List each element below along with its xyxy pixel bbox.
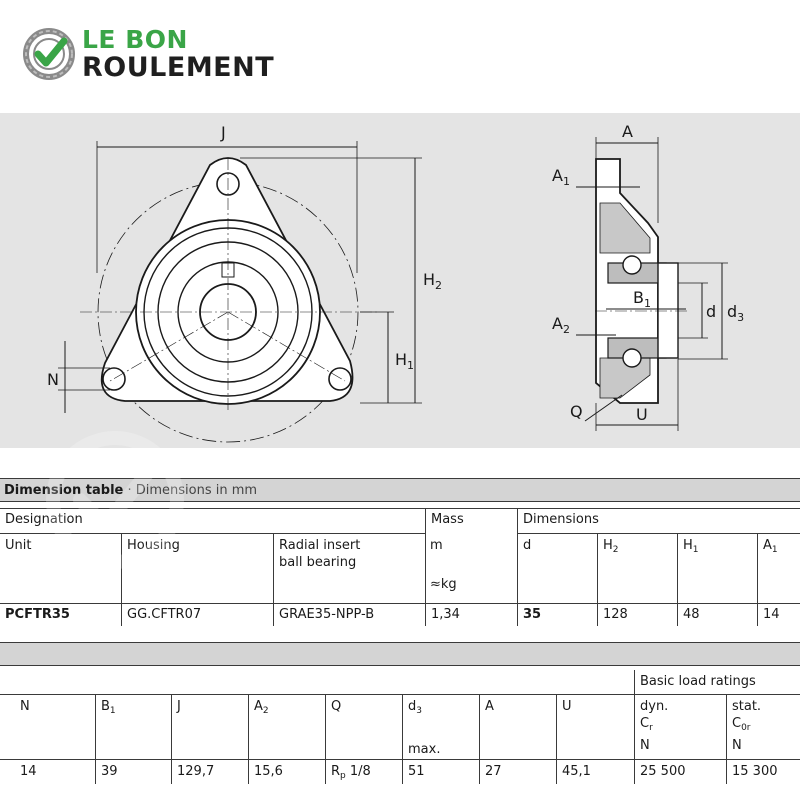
col-A: A xyxy=(479,695,556,759)
col-B1: $B_1$ xyxy=(95,695,171,759)
col-A1: $A_1$ xyxy=(757,534,800,603)
row-mass: 1,34 xyxy=(425,603,517,626)
col-N: N xyxy=(20,699,30,714)
group-load-ratings: Basic load ratings xyxy=(634,670,800,694)
table-title: Dimension table xyxy=(4,483,124,498)
label-d3: $d_3$ xyxy=(727,302,745,324)
col-H2: $H_2$ xyxy=(597,534,677,603)
col-Q: Q xyxy=(325,695,402,759)
row-H1: 48 xyxy=(677,603,757,626)
row-A: 27 xyxy=(479,760,556,784)
col-A2: $A_2$ xyxy=(248,695,325,759)
row-U: 45,1 xyxy=(556,760,634,784)
drawing-svg xyxy=(0,113,800,448)
row-unit: PCFTR35 xyxy=(5,607,70,622)
label-N: N xyxy=(47,370,59,389)
brand-logo[interactable] xyxy=(22,27,274,81)
group-dimensions: Dimensions xyxy=(517,508,800,533)
row-d3: 51 xyxy=(402,760,479,784)
col-H1: $H_1$ xyxy=(677,534,757,603)
row-C0r: 15 300 xyxy=(726,760,800,784)
table-title-bar xyxy=(0,478,800,502)
row-insert: GRAE35-NPP-B xyxy=(273,603,425,626)
label-J: J xyxy=(221,123,226,142)
row-B1: 39 xyxy=(95,760,171,784)
col-d3: $d_3$ max. xyxy=(402,695,479,759)
label-A1: $A_1$ xyxy=(552,166,570,188)
row-N: 14 xyxy=(20,764,37,779)
col-stat: stat. $C_{0r}$ N xyxy=(726,695,800,759)
dimension-table xyxy=(0,478,800,626)
row-J: 129,7 xyxy=(171,760,248,784)
col-d: d xyxy=(517,534,597,603)
label-U: U xyxy=(636,405,648,424)
table-subtitle: · Dimensions in mm xyxy=(123,483,258,498)
label-H2: $H_2$ xyxy=(423,270,443,292)
bearing-check-icon xyxy=(22,27,76,81)
col-dyn: dyn. $C_r$ N xyxy=(634,695,726,759)
label-H1: $H_1$ xyxy=(395,350,415,372)
col-housing: Housing xyxy=(121,534,273,603)
col-J: J xyxy=(171,695,248,759)
group-mass: Mass xyxy=(425,508,517,603)
col-mass: m ≈kg xyxy=(430,538,457,592)
row-A1: 14 xyxy=(757,603,800,626)
side-section-view xyxy=(576,137,728,431)
row-d: 35 xyxy=(517,603,597,626)
group-designation: Designation xyxy=(5,512,83,527)
label-B1: $B_1$ xyxy=(633,288,651,310)
load-table xyxy=(0,670,800,800)
col-unit: Unit xyxy=(5,538,32,553)
brand-line-2: ROULEMENT xyxy=(82,52,275,83)
row-Cr: 25 500 xyxy=(634,760,726,784)
col-insert: Radial insert ball bearing xyxy=(273,534,425,603)
row-Q: $R_p$ 1/8 xyxy=(325,760,402,784)
label-d: d xyxy=(706,302,717,321)
brand-line-1: LE BON xyxy=(82,25,188,54)
row-housing: GG.CFTR07 xyxy=(121,603,273,626)
label-Q: Q xyxy=(570,402,583,421)
technical-drawing xyxy=(0,113,800,448)
label-A: A xyxy=(622,122,633,141)
table-separator-bar xyxy=(0,642,800,666)
row-A2: 15,6 xyxy=(248,760,325,784)
page-header xyxy=(0,0,800,110)
row-H2: 128 xyxy=(597,603,677,626)
label-A2: $A_2$ xyxy=(552,314,570,336)
front-view xyxy=(58,141,422,442)
col-U: U xyxy=(556,695,634,759)
